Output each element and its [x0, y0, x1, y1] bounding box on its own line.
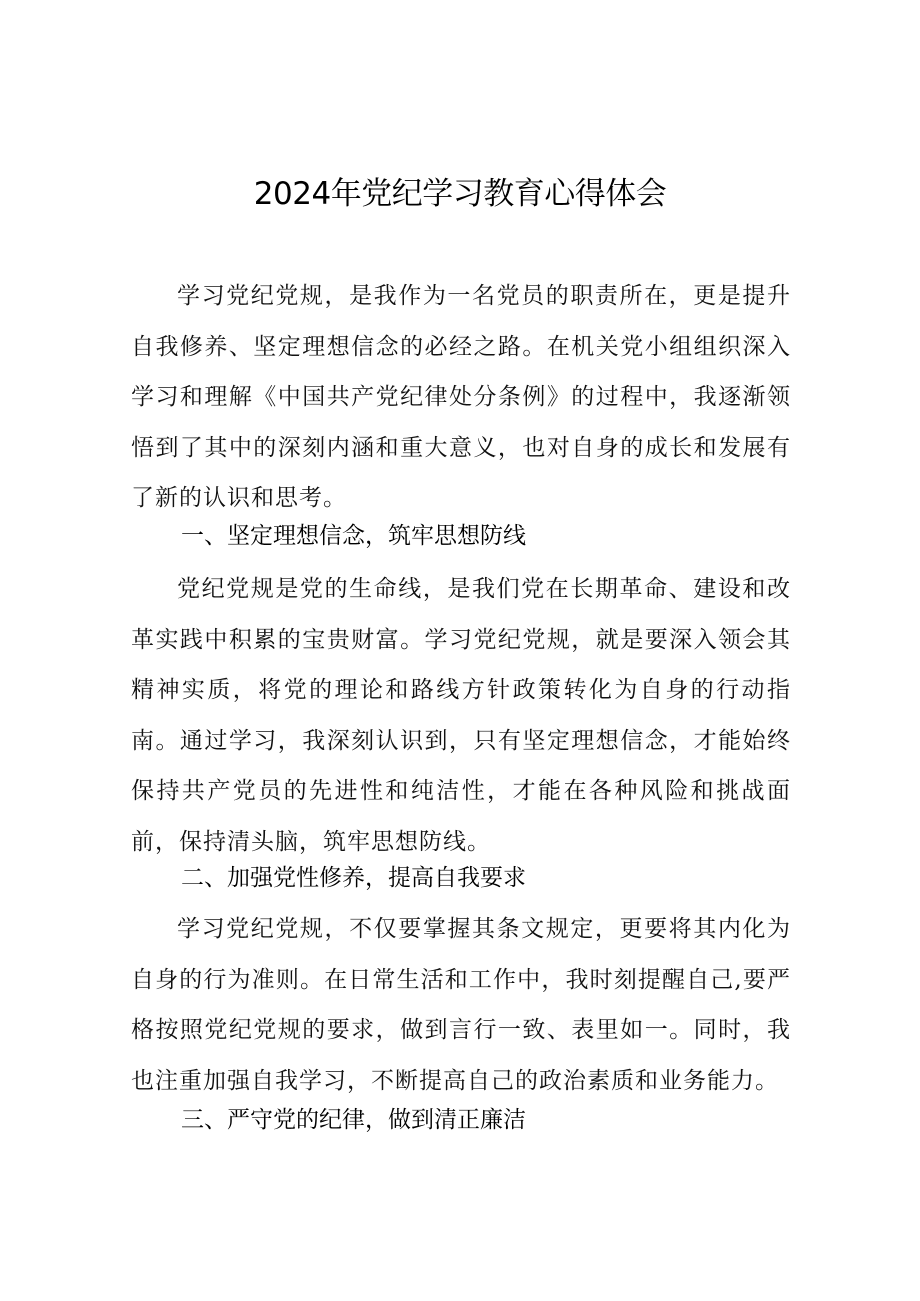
- section-heading-1: 一、坚定理想信念，筑牢思想防线: [181, 523, 526, 549]
- section-body-1: 党纪党规是党的生命线，是我们党在长期革命、建设和改革实践中积累的宝贵财富。学习党纪党规，就是要深入领会其精神实质，将党的理论和路线方针政策转化为自身的行动指南。通过学习，我深刻认识到，只有坚定理想信念，才能始终保持共产党员的先进性和纯洁性，才能在各种风险和挑战面前，保持清头脑，筑牢思想防线。: [131, 576, 791, 855]
- section-body-2: 学习党纪党规，不仅要掌握其条文规定，更要将其内化为自身的行为准则。在日常生活和工作中，我时刻提醒自己,要严格按照党纪党规的要求，做到言行一致、表里如一。同时，我也注重加强自我学习，不断提高自己的政治素质和业务能力。: [131, 916, 791, 1094]
- section-heading-3: 三、严守党的纪律，做到清正廉洁: [181, 1107, 526, 1133]
- intro-paragraph: 学习党纪党规，是我作为一名党员的职责所在，更是提升自我修养、坚定理想信念的必经之路。在机关党小组组织深入学习和理解《中国共产党纪律处分条例》的过程中，我逐渐领悟到了其中的深刻内涵和重大意义，也对自身的成长和发展有了新的认识和思考。: [131, 283, 791, 511]
- document-title: 2024年党纪学习教育心得体会: [253, 176, 667, 212]
- section-heading-2: 二、加强党性修养，提高自我要求: [181, 865, 526, 891]
